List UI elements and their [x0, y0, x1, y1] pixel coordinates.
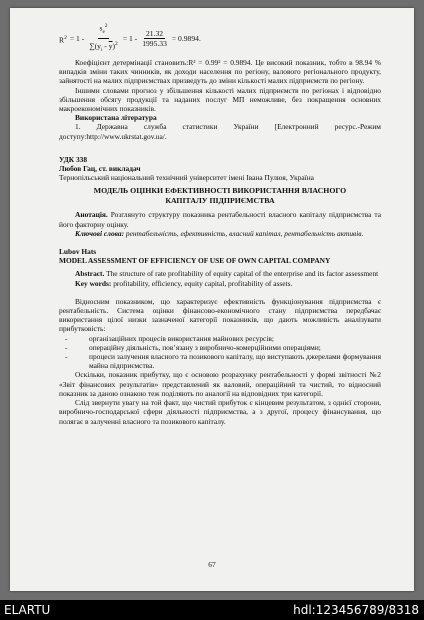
abstract-en: Abstract. The structure of rate profitability of equity capital of the enterprise and its factor assessment	[75, 269, 379, 279]
list-item: - організаційних процесів використання майнових ресурсів;	[65, 333, 274, 343]
literature-heading: Використана література	[75, 113, 157, 123]
formula-eq2: = 1 -	[122, 34, 138, 44]
repository-name: ELARTU	[4, 603, 51, 617]
list-item: - процеси залучення власного та позикового капіталу, що виступають джерелами формування майна підприємства.	[65, 352, 381, 371]
keywords-ua: Ключові слова: рентабельність, ефективність, власний капітал, рентабельність активів.	[75, 228, 364, 238]
paragraph-net-profit: Слід звернути увагу на той факт, що чистий прибуток є кінцевим результатом, з однієї сторони, виробничо-господарської сфери діяльності підприємства, а з другої, процесу фінансування, що полягає в залученні власного та позикового капіталу.	[59, 398, 381, 426]
repository-footer-bar	[0, 600, 424, 620]
document-page	[10, 8, 414, 591]
formula-eq1: = 1 -	[69, 34, 85, 44]
page-number: 67	[208, 560, 216, 569]
keywords-en: Key words: profitability, efficiency, equity capital, profitability of assets.	[75, 278, 293, 288]
author-en: Lubov Hats	[59, 247, 97, 257]
formula-fraction-1: $\frac{s_e^2}{\sum(y_i - \overline{y})^2}$	[89, 23, 118, 53]
r-squared-formula	[59, 20, 381, 58]
formula-fraction-2: $\frac{21.32}{1995.33}$	[142, 29, 167, 48]
profitability-list	[59, 334, 381, 371]
article-title-ua-line1: МОДЕЛЬ ОЦІНКИ ЕФЕКТИВНОСТІ ВИКОРИСТАННЯ ВЛАСНОГО	[93, 186, 347, 196]
literature-item: 1. Державна служба статистики України [Електронний ресурс.-Режим доступу:http://www.ukrstat.gov.ua/.	[59, 122, 381, 141]
list-item: - операційну діяльність, пов’язану з виробничо-комерційними операціями;	[65, 342, 321, 352]
author-ua: Любов Гац, ст. викладач	[59, 164, 141, 174]
paragraph-profit-types: Оскільки, показник прибутку, що є основою розрахунку рентабельності у формі звітності №2 «Звіт фінансових результатів» представлений як валовий, операційний та чистий, то відносний показник за даною ознакою теж поділяють по аналогії на відповідних три категорії.	[59, 370, 381, 398]
article-title-ua-line2: КАПІТАЛУ ПІДПРИЄМСТВА	[165, 196, 275, 206]
page-content	[59, 18, 381, 426]
annotation-ua: Анотація. Розглянуто структуру показника рентабельності власного капіталу підприємства та його факторну оцінку.	[59, 210, 381, 229]
article-title-en: MODEL ASSESSMENT OF EFFICIENCY OF USE OF OWN CAPITAL COMPANY	[59, 256, 331, 266]
handle-identifier: hdl:123456789/8318	[293, 603, 419, 617]
paragraph-determination: Коефіцієнт детермінації становить:R² = 0.99² = 0.9894. Це високий показник, тобто в 98.94 % випадків зміни таких чинників, як доходи населення по регіону, валового регіонального продукту, зайнятості на малих підприємствах призведуть до зміни кількості малих підприємств по регіону.	[59, 58, 381, 86]
affiliation: Тернопільський національний технічний університет імені Івана Пулюя, Україна	[59, 173, 314, 183]
formula-result: = 0.9894.	[171, 34, 201, 44]
paragraph-forecast: Іншими словами прогноз у збільшення кількості малих підприємств по регіонах і відповідно збільшення обсягу продукції та наданих послуг МП неможливе, без покращення основних макроекономічних показників.	[59, 85, 381, 114]
udc-code: УДК 338	[59, 154, 88, 164]
paragraph-profitability: Відносним показником, що характеризує ефективність функціонування підприємства є рентабельність. Система оцінки фінансово-економічного стану підприємства передбачає використання цілої низки зазначеної категорії показників, що дають можливість аналізувати прибутковість:	[59, 296, 381, 334]
formula-lhs: $R^2$	[59, 34, 67, 45]
